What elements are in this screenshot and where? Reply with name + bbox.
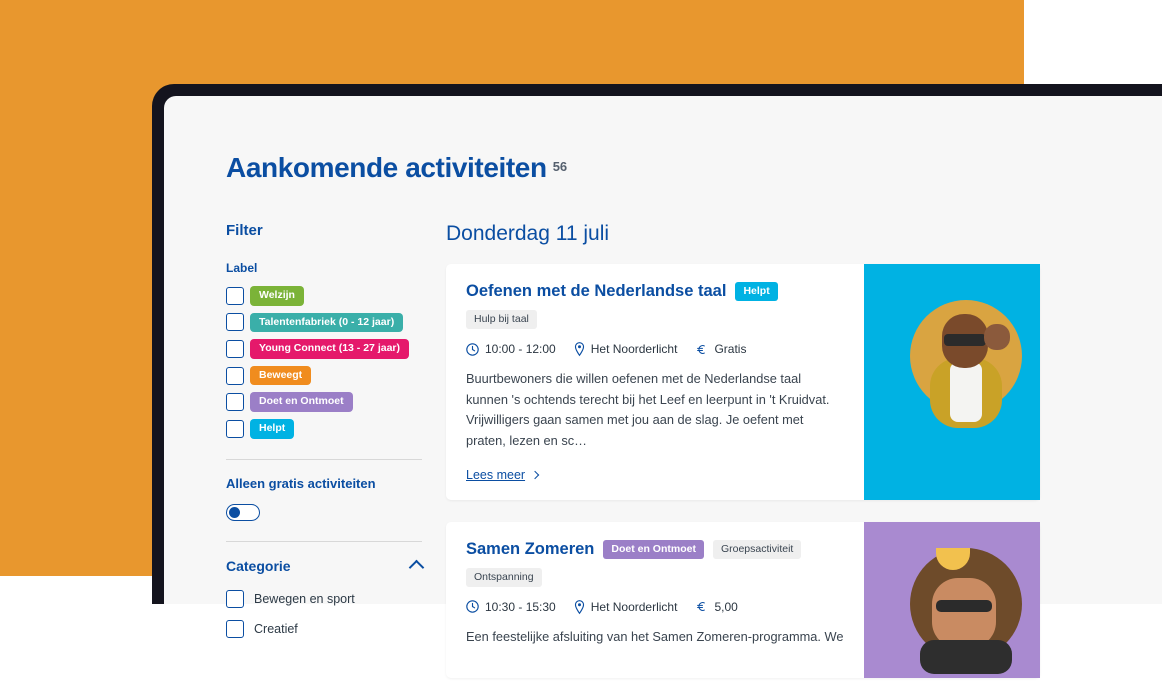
checkbox-bewegen-en-sport[interactable] bbox=[226, 590, 244, 608]
activity-location-text: Het Noorderlicht bbox=[590, 342, 678, 356]
activity-description: Buurtbewoners die willen oefenen met de Nederlandse taal kunnen 's ochtends terecht bij het Leef en leerpunt in 't Kruidvat. Vrijwilligers gaan samen met jou aan de slag. Je oefent met praten, lezen en sc… bbox=[466, 371, 830, 449]
label-filter-helpt[interactable] bbox=[226, 419, 294, 439]
activity-tag: Helpt bbox=[735, 282, 777, 301]
activity-tag: Groepsactiviteit bbox=[713, 540, 801, 559]
arrow-right-icon bbox=[531, 471, 539, 479]
browser-screen bbox=[164, 96, 1162, 644]
chevron-up-icon[interactable] bbox=[409, 560, 425, 576]
label-filter-welzijn[interactable] bbox=[226, 286, 304, 306]
activity-title: Oefenen met de Nederlandse taal bbox=[466, 282, 727, 300]
filter-sidebar bbox=[226, 222, 426, 700]
activity-time bbox=[466, 600, 556, 614]
activity-meta bbox=[466, 342, 844, 356]
activity-title-row bbox=[466, 540, 844, 587]
checkbox-welzijn[interactable] bbox=[226, 287, 244, 305]
activity-location-text: Het Noorderlicht bbox=[590, 599, 678, 614]
activity-image bbox=[864, 522, 1040, 678]
activity-card-body bbox=[446, 522, 864, 678]
activity-card-body bbox=[446, 264, 864, 500]
label-chip-list bbox=[226, 286, 424, 439]
checkbox-beweegt[interactable] bbox=[226, 367, 244, 385]
day-heading: Donderdag 11 juli bbox=[446, 222, 610, 245]
activities-page bbox=[164, 96, 1162, 644]
free-activities-toggle[interactable] bbox=[226, 504, 260, 521]
euro-icon bbox=[695, 600, 708, 613]
category-title: Categorie bbox=[226, 557, 291, 574]
activity-location bbox=[574, 342, 678, 356]
activity-image bbox=[864, 264, 1040, 500]
euro-icon bbox=[695, 343, 708, 356]
page-title-row bbox=[226, 152, 1162, 184]
activity-title-row bbox=[466, 282, 844, 329]
activity-tag: Ontspanning bbox=[466, 568, 542, 587]
chip-label: Beweegt bbox=[250, 366, 311, 386]
activity-card[interactable] bbox=[446, 522, 1040, 678]
activity-time-text: 10:30 - 15:30 bbox=[485, 599, 556, 614]
activity-tag: Doet en Ontmoet bbox=[603, 540, 704, 559]
activity-meta bbox=[466, 600, 844, 614]
free-activities-label: Alleen gratis activiteiten bbox=[226, 475, 376, 491]
activity-price bbox=[695, 600, 737, 614]
label-filter-doet-en-ontmoet[interactable] bbox=[226, 392, 353, 412]
category-item-label: Bewegen en sport bbox=[254, 591, 355, 606]
activity-location bbox=[574, 600, 678, 614]
page-columns bbox=[226, 222, 1162, 700]
divider bbox=[226, 541, 422, 542]
activity-price-text: Gratis bbox=[714, 342, 747, 356]
activity-card[interactable] bbox=[446, 264, 1040, 500]
checkbox-talentenfabriek[interactable] bbox=[226, 313, 244, 331]
location-pin-icon bbox=[574, 342, 585, 356]
location-pin-icon bbox=[574, 600, 585, 614]
activity-description: Een feestelijke afsluiting van het Samen Zomeren-programma. We bbox=[466, 628, 844, 644]
label-filter-beweegt[interactable] bbox=[226, 366, 311, 386]
activity-time bbox=[466, 342, 556, 356]
label-filter-young-connect[interactable] bbox=[226, 339, 409, 359]
checkbox-doet-en-ontmoet[interactable] bbox=[226, 393, 244, 411]
clock-icon bbox=[466, 343, 479, 356]
checkbox-creatief[interactable] bbox=[226, 620, 244, 638]
laptop-device-frame bbox=[152, 84, 1162, 644]
read-more-label: Lees meer bbox=[466, 467, 526, 482]
category-section-header[interactable] bbox=[226, 558, 422, 574]
label-filter-talentenfabriek[interactable] bbox=[226, 313, 403, 333]
avatar bbox=[910, 300, 1022, 412]
activity-title: Samen Zomeren bbox=[466, 539, 595, 558]
label-group-title: Label bbox=[226, 261, 258, 275]
avatar bbox=[910, 548, 1022, 660]
checkbox-helpt[interactable] bbox=[226, 420, 244, 438]
divider bbox=[226, 459, 422, 460]
activity-price bbox=[695, 342, 746, 356]
activities-count: 56 bbox=[552, 158, 568, 174]
category-item-creatief[interactable] bbox=[226, 620, 426, 638]
checkbox-young-connect[interactable] bbox=[226, 340, 244, 358]
page-title: Aankomende activiteiten bbox=[226, 152, 547, 183]
activity-tag: Hulp bij taal bbox=[466, 310, 537, 329]
chip-label: Young Connect (13 - 27 jaar) bbox=[250, 339, 409, 359]
read-more-link[interactable] bbox=[466, 468, 538, 482]
results-column bbox=[446, 222, 1162, 700]
chip-label: Helpt bbox=[250, 419, 294, 439]
activity-time-text: 10:00 - 12:00 bbox=[485, 342, 556, 356]
chip-label: Doet en Ontmoet bbox=[250, 392, 353, 412]
chip-label: Welzijn bbox=[250, 286, 304, 306]
chip-label: Talentenfabriek (0 - 12 jaar) bbox=[250, 313, 403, 333]
filter-heading: Filter bbox=[226, 222, 263, 239]
activity-price-text: 5,00 bbox=[714, 599, 738, 614]
clock-icon bbox=[466, 600, 479, 613]
category-item-bewegen-en-sport[interactable] bbox=[226, 590, 426, 608]
category-item-label: Creatief bbox=[254, 621, 298, 636]
